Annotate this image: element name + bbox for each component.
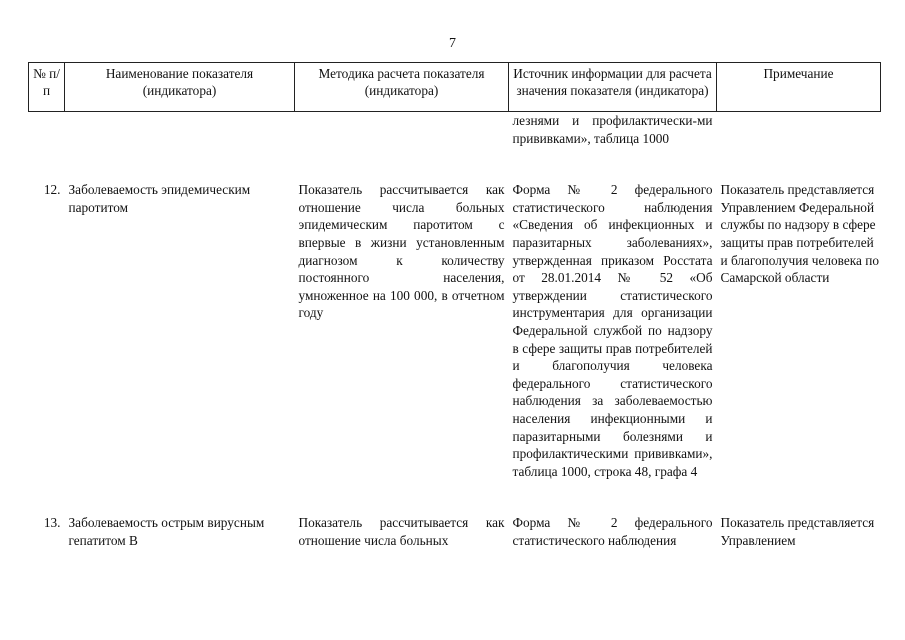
page-number: 7 xyxy=(449,36,456,51)
table-header-row xyxy=(29,63,881,112)
header-note: Примечание xyxy=(717,63,881,112)
table-row-continuation xyxy=(29,112,881,148)
row-number: 12. xyxy=(43,182,61,198)
information-source: Форма № 2 федерального статистического наблюдения «Сведения об инфекционных и паразитарных заболеваниях», утвержденная приказом Росстата от 28.01.2014 № 52 «Об утверждении статистического инструментария для организации Федеральной службой по надзору в сфере защиты прав потребителей и благополучия человека федерального статистического наблюдения за заболеваемостью населения инфекционными и паразитарными болезнями и профилактическими прививками», таблица 1000, строка 48, графа 4 xyxy=(512,182,713,479)
table-row xyxy=(29,181,881,480)
indicator-name: Заболеваемость эпидемическим паротитом xyxy=(68,182,251,215)
row-number: 13. xyxy=(43,515,61,531)
table-row xyxy=(29,514,881,549)
continuation-source: лезнями и профилактически-ми прививками», таблица 1000 xyxy=(512,113,713,146)
calculation-method: Показатель рассчитывается как отношение числа больных эпидемическим паротитом с впервые в жизни установленным диагнозом к количеству постоянного населения, умноженное на 100 000, в отчетном году xyxy=(298,182,505,321)
information-source: Форма № 2 федерального статистического наблюдения xyxy=(512,515,713,548)
note: Показатель представляется Управлением Федеральной службы по надзору в сфере защиты прав потребителей и благополучия человека по Самарской области xyxy=(720,182,880,286)
indicators-table xyxy=(28,62,881,549)
header-calculation-method: Методика расчета показателя (индикатора) xyxy=(295,63,509,112)
indicator-name: Заболеваемость острым вирусным гепатитом В xyxy=(68,515,265,548)
header-information-source: Источник информации для расчета значения показателя (индикатора) xyxy=(509,63,717,112)
header-number: № п/п xyxy=(29,63,65,112)
header-indicator-name: Наименование показателя (индикатора) xyxy=(65,63,295,112)
calculation-method: Показатель рассчитывается как отношение числа больных xyxy=(298,515,505,548)
note: Показатель представляется Управлением xyxy=(720,515,875,548)
